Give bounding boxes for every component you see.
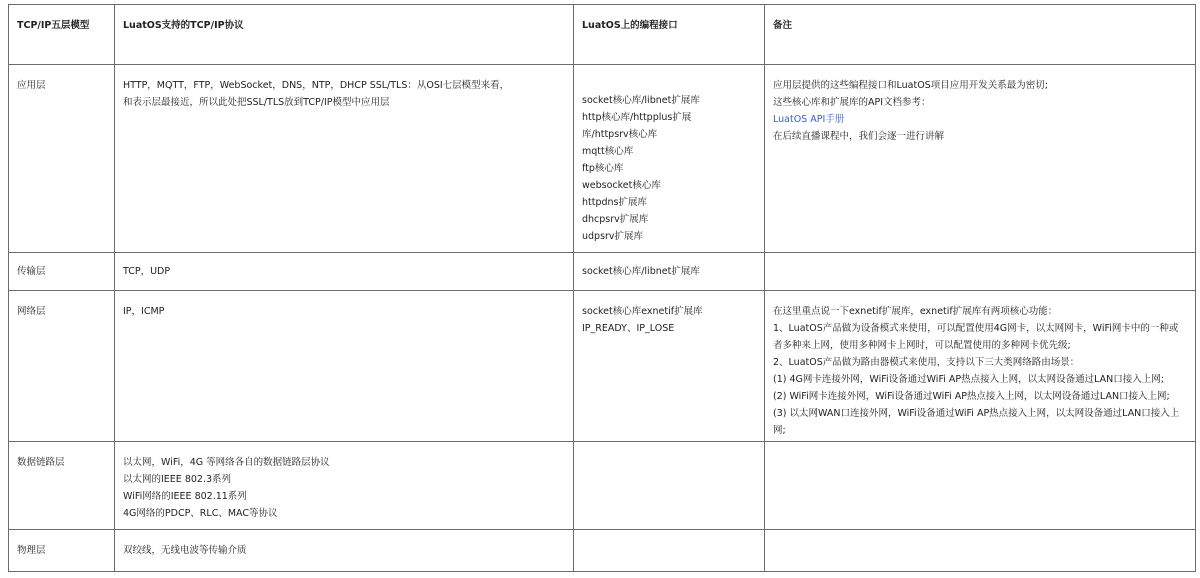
interface-line: udpsrv扩展库 — [582, 231, 644, 242]
protocols-cell — [115, 65, 574, 253]
luatos-api-manual-link[interactable]: LuatOS API手册 — [773, 114, 845, 125]
protocol-line: HTTP，MQTT，FTP，WebSocket，DNS，NTP，DHCP SSL/TLS：从OSI七层模型来看， — [123, 80, 510, 91]
interface-line: dhcpsrv扩展库 — [582, 214, 649, 225]
layer-name-application: 应用层 — [17, 80, 46, 91]
interface-line: socket核心库/libnet扩展库 — [582, 95, 700, 106]
interface-line: socket核心库/libnet扩展库 — [582, 266, 700, 277]
protocols-cell — [115, 442, 574, 530]
table-row-physical-layer — [9, 530, 1196, 572]
notes-cell — [765, 253, 1196, 291]
layer-cell — [9, 291, 115, 442]
note-line: 2、LuatOS产品做为路由器模式来使用，支持以下三大类网络路由场景： — [773, 357, 1080, 368]
interface-line: 库/httpsrv核心库 — [582, 129, 658, 140]
header-layer-model: TCP/IP五层模型 — [9, 5, 115, 65]
note-line: (3) 以太网WAN口连接外网，WiFi设备通过WiFi AP热点接入上网，以太网设备通过LAN口接入上 — [773, 408, 1180, 419]
note-line: 在这里重点说一下exnetif扩展库，exnetif扩展库有两项核心功能： — [773, 306, 1058, 317]
protocol-line: WiFi网络的IEEE 802.11系列 — [123, 491, 247, 502]
note-line: (1) 4G网卡连接外网，WiFi设备通过WiFi AP热点接入上网，以太网设备通过LAN口接入上网; — [773, 374, 1164, 385]
table-header-row — [9, 5, 1196, 65]
interface-line: mqtt核心库 — [582, 146, 634, 157]
layer-name-transport: 传输层 — [17, 266, 46, 277]
tcpip-layer-table — [8, 4, 1196, 572]
layer-name-network: 网络层 — [17, 306, 46, 317]
note-line: 者多种来上网，使用多种网卡上网时，可以配置使用的多种网卡优先级; — [773, 340, 1071, 351]
interfaces-cell — [574, 65, 765, 253]
interfaces-cell — [574, 530, 765, 572]
layer-cell — [9, 65, 115, 253]
notes-cell — [765, 65, 1196, 253]
interface-line: http核心库/httpplus扩展 — [582, 112, 692, 123]
table-row-datalink-layer — [9, 442, 1196, 530]
interfaces-cell — [574, 291, 765, 442]
protocols-cell — [115, 291, 574, 442]
interface-line: httpdns扩展库 — [582, 197, 648, 208]
protocol-line: 双绞线，无线电波等传输介质 — [123, 545, 247, 556]
note-line: (2) WiFi网卡连接外网，WiFi设备通过WiFi AP热点接入上网，以太网设备通过LAN口接入上网; — [773, 391, 1170, 402]
protocol-line: 以太网的IEEE 802.3系列 — [123, 474, 232, 485]
protocol-line: IP，ICMP — [123, 306, 165, 317]
table-row-transport-layer — [9, 253, 1196, 291]
layer-cell — [9, 530, 115, 572]
interface-line: websocket核心库 — [582, 180, 661, 191]
notes-cell — [765, 291, 1196, 442]
note-line: 在后续直播课程中，我们会逐一进行讲解 — [773, 131, 945, 142]
layer-name-physical: 物理层 — [17, 545, 46, 556]
layer-name-datalink: 数据链路层 — [17, 457, 65, 468]
interface-line: IP_READY、IP_LOSE — [582, 323, 675, 334]
interfaces-cell — [574, 442, 765, 530]
header-supported-protocols: LuatOS支持的TCP/IP协议 — [115, 5, 574, 65]
interface-line: ftp核心库 — [582, 163, 624, 174]
layer-cell — [9, 253, 115, 291]
protocols-cell — [115, 253, 574, 291]
protocol-line: 和表示层最接近，所以此处把SSL/TLS放到TCP/IP模型中应用层 — [123, 97, 390, 108]
note-line: 网; — [773, 425, 786, 436]
layer-cell — [9, 442, 115, 530]
notes-cell — [765, 530, 1196, 572]
protocol-line: 4G网络的PDCP、RLC、MAC等协议 — [123, 508, 278, 519]
protocol-line: TCP，UDP — [123, 266, 171, 277]
table-row-application-layer — [9, 65, 1196, 253]
note-line: 这些核心库和扩展库的API文档参考： — [773, 97, 931, 108]
interface-line: socket核心库exnetif扩展库 — [582, 306, 703, 317]
protocol-line: 以太网，WiFi，4G 等网络各自的数据链路层协议 — [123, 457, 330, 468]
header-notes: 备注 — [765, 5, 1196, 65]
header-programming-interfaces: LuatOS上的编程接口 — [574, 5, 765, 65]
note-line: 1、LuatOS产品做为设备模式来使用，可以配置使用4G网卡，以太网网卡，WiFi网卡中的一种或 — [773, 323, 1179, 334]
protocols-cell — [115, 530, 574, 572]
notes-cell — [765, 442, 1196, 530]
note-line: 应用层提供的这些编程接口和LuatOS项目应用开发关系最为密切; — [773, 80, 1048, 91]
interfaces-cell — [574, 253, 765, 291]
table-row-network-layer — [9, 291, 1196, 442]
